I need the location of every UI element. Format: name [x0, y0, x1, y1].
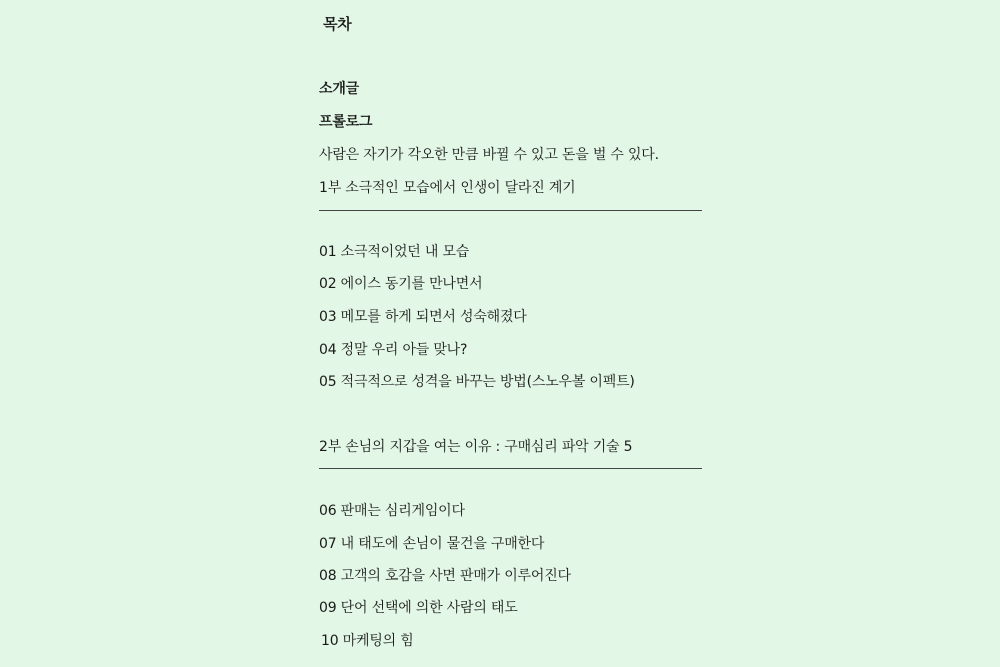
part2-title: 2부 손님의 지갑을 여는 이유 : 구매심리 파악 기술 5	[319, 439, 633, 455]
toc-intro: 소개글	[319, 81, 359, 97]
chapter-02: 02 에이스 동기를 만나면서	[319, 276, 483, 292]
chapter-09: 09 단어 선택에 의한 사람의 태도	[319, 600, 518, 616]
chapter-04: 04 정말 우리 아들 맞나?	[319, 342, 468, 358]
chapter-01: 01 소극적이었던 내 모습	[319, 244, 470, 260]
toc-prologue: 프롤로그	[319, 114, 373, 130]
toc-prologue-subtitle: 사람은 자기가 각오한 만큼 바뀔 수 있고 돈을 벌 수 있다.	[319, 147, 659, 163]
part1-title: 1부 소극적인 모습에서 인생이 달라진 계기	[319, 180, 576, 196]
toc-heading: 목차	[323, 15, 352, 33]
chapter-07: 07 내 태도에 손님이 물건을 구매한다	[319, 536, 545, 552]
chapter-10: 10 마케팅의 힘	[321, 633, 414, 649]
chapter-08: 08 고객의 호감을 사면 판매가 이루어진다	[319, 568, 571, 584]
chapter-03: 03 메모를 하게 되면서 성숙해졌다	[319, 309, 527, 325]
chapter-05: 05 적극적으로 성격을 바꾸는 방법(스노우볼 이펙트)	[319, 374, 635, 390]
part1-divider	[319, 210, 702, 211]
part2-divider	[319, 468, 702, 469]
chapter-06: 06 판매는 심리게임이다	[319, 503, 465, 519]
